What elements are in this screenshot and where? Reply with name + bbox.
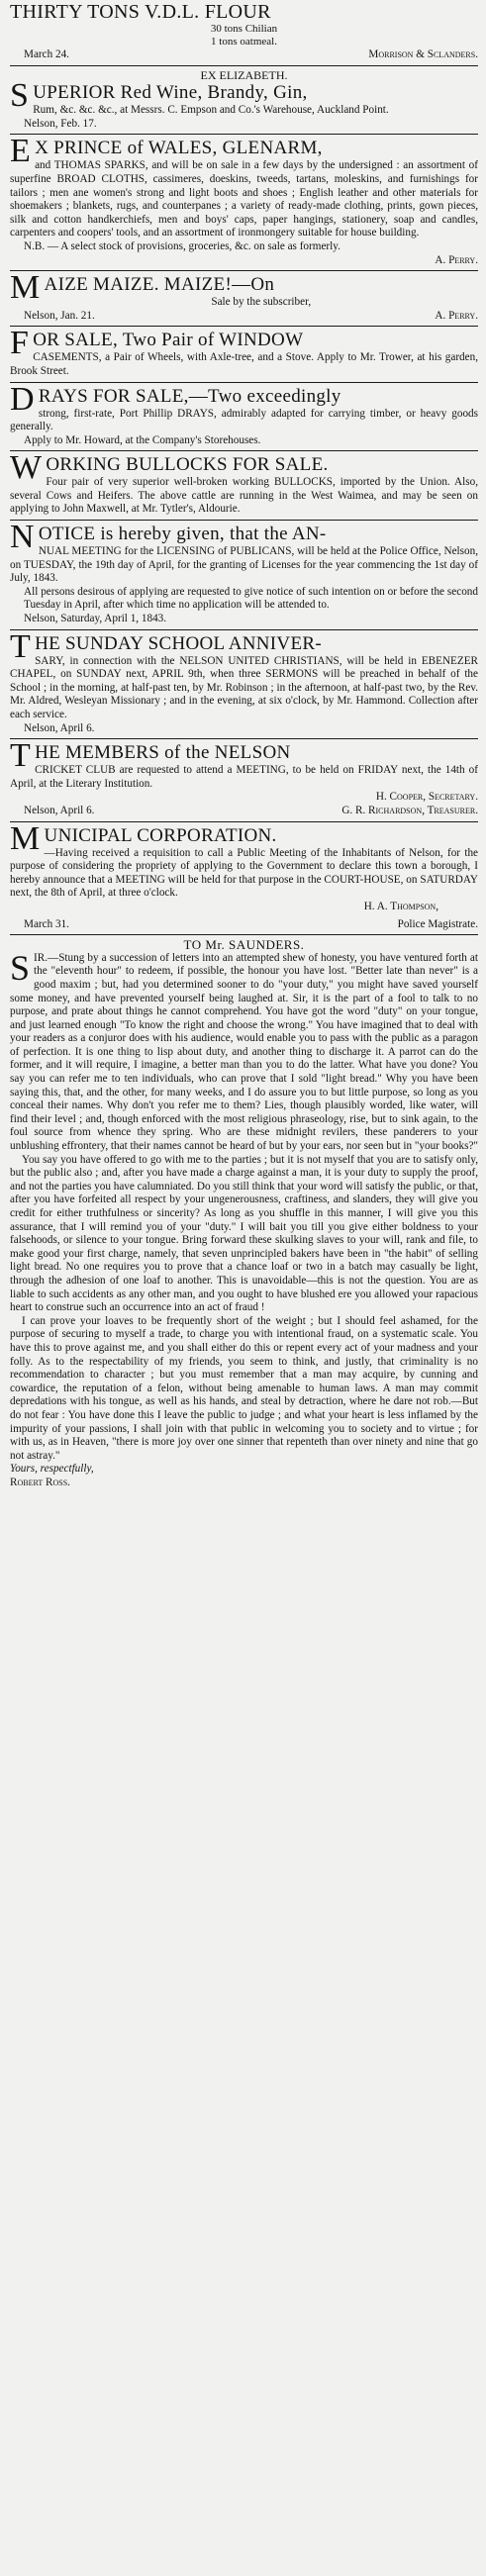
drop-cap: S xyxy=(10,77,30,115)
ad-elizabeth-heading: UPERIOR Red Wine, Brandy, Gin, xyxy=(33,82,308,104)
ad-municipal-body: —Having received a requisition to call a Public Meeting of the Inhabitants of Nelson, for the purpose of considering the propriety of applying to the Government to declare this town a borough, I hereby announce that a MEETING will be held for that purpose in the COURT-HOUSE, on SATURDAY next, the 8th of April, at three o'clock. xyxy=(10,846,478,900)
drop-cap: D xyxy=(10,380,35,418)
ad-maize-date: Nelson, Jan. 21. xyxy=(24,309,95,322)
ad-flour-date: March 24. xyxy=(24,48,69,60)
separator xyxy=(10,382,478,383)
drop-cap: S xyxy=(10,947,31,988)
ad-licensing-notice xyxy=(10,519,478,627)
ad-glenarm-heading: X PRINCE of WALES, GLENARM, xyxy=(35,138,323,159)
drop-cap: N xyxy=(10,519,35,556)
ad-drays-apply: Apply to Mr. Howard, at the Company's Storehouses. xyxy=(24,433,261,446)
ad-bullocks-body: Four pair of very superior well-broken working BULLOCKS, imported by the Union. Also, several Cows and Heifers. The above cattle are running in the West Waimea, and may be seen on applying to John Maxwell, at Mr. Tytler's, Aldourie. xyxy=(10,476,478,516)
ad-bullocks xyxy=(10,449,478,518)
ad-cricket-treasurer: G. R. Richardson, Treasurer. xyxy=(341,804,478,816)
ad-elizabeth xyxy=(10,69,478,133)
ad-municipal-title: Police Magistrate. xyxy=(397,917,478,930)
ad-glenarm xyxy=(10,133,478,268)
ad-licensing-body: NUAL MEETING for the LICENSING of PUBLICANS, will be held at the Police Office, Nelson, on TUESDAY, the 19th day of April, for the granting of Licenses for the year commencing the 1st day of July, 1843. xyxy=(10,545,478,585)
ad-maize xyxy=(10,269,478,324)
ad-licensing-heading: OTICE is hereby given, that the AN- xyxy=(38,524,327,545)
ad-drays-body: strong, first-rate, Port Phillip DRAYS, admirably adapted for carrying timber, or heavy goods generally. xyxy=(10,407,478,433)
letter-paragraph: I can prove your loaves to be frequently short of the weight ; but I should feel ashamed, for the purpose of securing to myself a trade, to charge you with intentional fraud, on a systematic scale. You have this to prove against me, and you shall either do this or repent every act of your madness and your folly. As to the respectability of my friends, you seem to think, and justly, that criminality is no recommendation to character ; but you must remember that a man may acquire, by cunning and cowardice, the reputation of a felon, without being amenable to human laws. A man may commit depredations with his tongue, as well as his hands, and steal by detraction, where he dare not rob.—But do not fear : You have done this I leave the public to judge ; and what your heart is less inflamed by the impurity of your passions, I shall join with that public in welcoming you to society and to virtue ; for with us, as in Heaven, "there is more joy over one sinner that repenteth than over ninety and nine that go not astray." xyxy=(10,1314,478,1462)
ad-licensing-date: Nelson, Saturday, April 1, 1843. xyxy=(24,613,167,625)
ad-flour-heading: THIRTY TONS V.D.L. FLOUR xyxy=(10,1,271,23)
ad-licensing-body2: All persons desirous of applying are requested to give notice of such intention on or before the second Tuesday in April, after which time no application will be attended to. xyxy=(24,585,478,612)
letter-to-mr-saunders xyxy=(10,938,478,1489)
separator xyxy=(10,738,478,739)
ad-elizabeth-date: Nelson, Feb. 17. xyxy=(24,117,97,130)
ad-flour-line2: 1 tons oatmeal. xyxy=(211,36,277,48)
ad-window xyxy=(10,325,478,379)
ad-cricket-body: CRICKET CLUB are requested to attend a MEETING, to be held on FRIDAY next, the 14th of April, at the Literary Institution. xyxy=(10,764,478,790)
drop-cap: M xyxy=(10,819,41,857)
ad-bullocks-heading: ORKING BULLOCKS FOR SALE. xyxy=(46,454,329,476)
ad-cricket-club xyxy=(10,737,478,818)
separator xyxy=(10,270,478,271)
ad-sunday-body: SARY, in connection with the NELSON UNITED CHRISTIANS, will be held in EBENEZER CHAPEL, on SUNDAY next, APRIL 9th, when three SERMONS will be preached in behalf of the School ; in the morning, at half-past ten, by Mr. Robinson ; in the afternoon, at half-past two, by the Rev. Mr. Aldred, Wesleyan Missionary ; and in the evening, at six o'clock, by Mr. Hammond. Collection after each service. xyxy=(10,654,478,720)
ad-cricket-date: Nelson, April 6. xyxy=(24,804,95,816)
drop-cap: T xyxy=(10,627,32,665)
ad-glenarm-signature: A. Perry. xyxy=(435,253,478,266)
separator xyxy=(10,326,478,327)
ad-municipal-date: March 31. xyxy=(24,917,69,930)
ad-cricket-heading: HE MEMBERS of the NELSON xyxy=(35,742,291,764)
drop-cap: W xyxy=(10,449,43,487)
ad-glenarm-body: and THOMAS SPARKS, and will be on sale in a few days by the undersigned : an assortment of superfine BROAD CLOTHS, cassimeres, doeskins, tweeds, tartans, moleskins, and furnishings for tailors ; men ane women's strong and light boots and shoes ; English leather and other materials for shoemakers ; blankets, rugs, and counterpanes ; a variety of ready-made clothing, prints, gown pieces, silk and cotton handkerchiefs, men and boys' caps, paper hangings, stationery, soap and candles, carpenters and coopers' tools, and an assortment of ironmongery suitable for house building. xyxy=(10,159,478,239)
ad-municipal-corporation xyxy=(10,819,478,933)
separator xyxy=(10,934,478,935)
ad-sunday-date: Nelson, April 6. xyxy=(24,721,95,734)
ad-maize-heading: AIZE MAIZE. MAIZE!—On xyxy=(44,274,275,296)
separator xyxy=(10,520,478,521)
ad-municipal-signature: H. A. Thompson, xyxy=(363,900,438,912)
separator xyxy=(10,65,478,66)
ad-flour xyxy=(10,1,478,63)
ad-elizabeth-body: Rum, &c. &c. &c., at Messrs. C. Empson and Co.'s Warehouse, Auckland Point. xyxy=(33,104,389,117)
ad-drays-heading: RAYS FOR SALE,—Two exceedingly xyxy=(38,385,341,407)
ad-maize-signature: A. Perry. xyxy=(435,309,478,322)
ad-window-body: CASEMENTS, a Pair of Wheels, with Axle-tree, and a Stove. Apply to Mr. Trower, at his garden, Brook Street. xyxy=(10,351,478,377)
separator xyxy=(10,134,478,135)
letter-title: TO Mr. SAUNDERS. xyxy=(183,937,305,953)
ad-municipal-heading: UNICIPAL CORPORATION. xyxy=(44,824,277,846)
ad-elizabeth-subhead: EX ELIZABETH. xyxy=(200,67,288,82)
ad-flour-signature: Morrison & Sclanders. xyxy=(368,48,478,60)
drop-cap: F xyxy=(10,325,30,362)
ad-flour-line1: 30 tons Chilian xyxy=(210,23,278,35)
letter-closing: Yours, respectfully, xyxy=(10,1463,94,1476)
letter-paragraph: You say you have offered to go with me to the parties ; but it is not myself that you are to satisfy only, but the public also ; and, after you have made a charge against a man, it is your duty to supply the proof, and not the parties you have calumniated. Do you still think that your word will satisfy the public, or that, after you have forfeited all respect by your ungenerousness, craftiness, and slanders, they will give you credit for either truthfulness or sincerity? As long as you shuffle in this manner, I will give you this assurance, that I will remind you of your "duty." I will bait you till you give either boldness to your falsehoods, or silence to your tongue. Bring forward these skulking slaves to your will, rank and file, to make good your first charge, namely, that seven unprincipled bakers have been in "the habit" of selling light bread. No one requires you to prove that a chance loaf or two in a batch may casually be light, through the adhesion of one loaf to another. This is unavoidable—this is not the question. You are as liable to such accidents as any other man, and you ought to have blushed ere you allowed your rapacious heart to construe such an occurrence into an act of fraud ! xyxy=(10,1153,478,1314)
separator xyxy=(10,450,478,451)
ad-glenarm-note: N.B. — A select stock of provisions, groceries, &c. on sale as formerly. xyxy=(24,239,340,252)
letter-paragraph: IR.—Stung by a succession of letters into an attempted shew of honesty, you have ventured forth at the "eleventh hour" to redeem, if possible, the honour you have lost. "Better late than never" is a good maxim ; but, had you determined sooner to do "your duty," you might have saved yourself some money, and have prevented yourself being laughed at. Sir, it is the part of a fool to talk to no purpose, and prate about things he cannot comprehend. You have got the word "duty" on your tongue, and just learned enough "To know the right and choose the wrong." You have imagined that to deal with your readers as a conjuror does with his audience, would enable you to pass with the public as a paragon of perfection. It is one thing to lisp about duty, and another thing to discharge it. A parrot can do the former, and it will require, I imagine, a better man than you to do the latter. What have you done? You say you can refer me to ten individuals, who can prove that I sold "light bread." Why you have been saying this, that, and the other, for many weeks, and I do assure you to but little purpose, so long as you conceal their names. Why don't you refer me to them? Lies, though plausibly worded, like water, will find their level ; and, though enforced with the most religious phraseology, rise, but to sink again, to the foul source from whence they spring. Who are these midnight revilers, these panderers to your unblushing effrontery, that their names cannot be heard of but by your ears, nor seen but in "your books?" xyxy=(10,951,478,1153)
ad-maize-body: Sale by the subscriber, xyxy=(211,296,312,309)
drop-cap: M xyxy=(10,269,41,307)
ad-sunday-heading: HE SUNDAY SCHOOL ANNIVER- xyxy=(35,632,322,654)
ad-sunday-school xyxy=(10,627,478,737)
letter-signature: Robert Ross. xyxy=(10,1476,70,1488)
drop-cap: T xyxy=(10,737,32,775)
ad-cricket-secretary: H. Cooper, Secretary. xyxy=(375,791,478,804)
ad-window-heading: OR SALE, Two Pair of WINDOW xyxy=(33,330,304,351)
ad-drays xyxy=(10,380,478,449)
separator xyxy=(10,629,478,630)
separator xyxy=(10,821,478,822)
drop-cap: E xyxy=(10,133,32,170)
